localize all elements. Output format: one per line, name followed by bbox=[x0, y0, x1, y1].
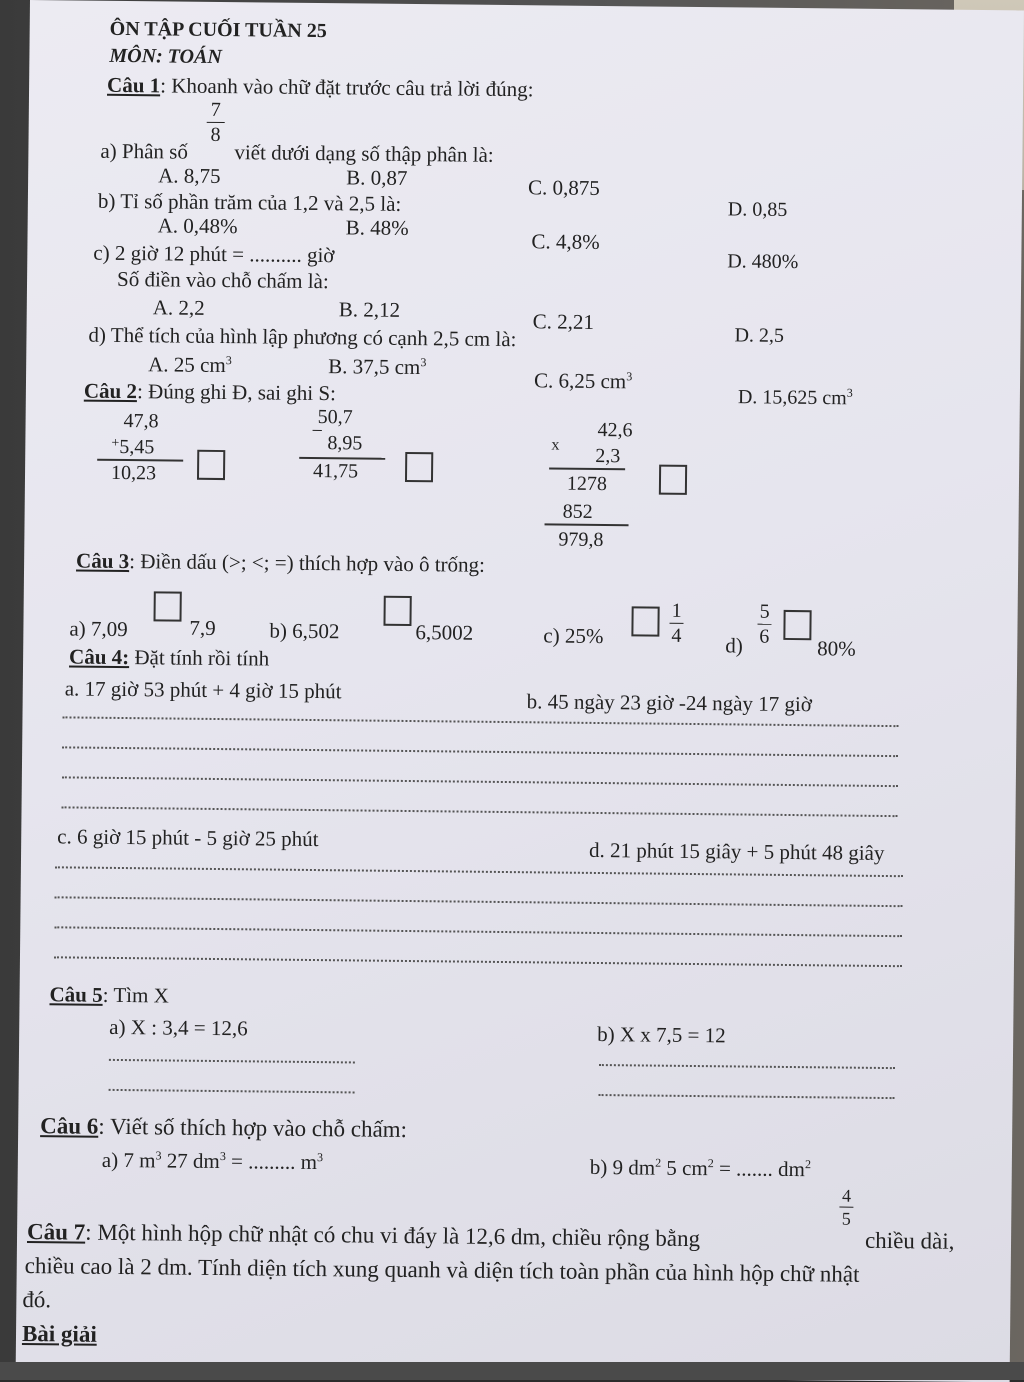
solution-heading: Bài giải bbox=[21, 1320, 97, 1347]
q1c-sub: Số điền vào chỗ chấm là: bbox=[116, 266, 329, 294]
q4-prompt: Đặt tính rồi tính bbox=[134, 645, 270, 671]
mul-answer-box[interactable] bbox=[659, 465, 687, 495]
q1d-opt-c-text: C. 6,25 cm bbox=[533, 368, 627, 394]
q1d-text: d) Thể tích của hình lập phương có cạnh 2,5 cm là: bbox=[88, 322, 517, 352]
q1a-opt-a: A. 8,75 bbox=[158, 163, 221, 189]
q5-label: Câu 5 bbox=[49, 982, 103, 1007]
q3d-label: d) bbox=[725, 633, 743, 658]
q3d-den: 6 bbox=[759, 625, 770, 648]
q3a-right: 7,9 bbox=[189, 615, 216, 640]
q4-answer-line-1[interactable] bbox=[62, 716, 898, 727]
q7-fraction bbox=[839, 1187, 853, 1228]
mul-partial-2: 852 bbox=[562, 500, 593, 523]
add-bottom: 5,45 bbox=[119, 435, 155, 459]
q1a-pre: a) Phân số bbox=[100, 138, 189, 164]
q1b-opt-b: B. 48% bbox=[345, 215, 409, 240]
q3c-fraction bbox=[669, 601, 683, 646]
q5-heading bbox=[49, 984, 168, 1006]
q4-answer-line-8[interactable] bbox=[54, 956, 902, 967]
q3c-den: 4 bbox=[671, 624, 682, 647]
q1d-opt-c bbox=[534, 369, 632, 392]
q4-answer-line-7[interactable] bbox=[54, 926, 902, 937]
q1a-post: viết dưới dạng số thập phân là: bbox=[234, 140, 494, 167]
q3a-label: a) bbox=[69, 616, 86, 641]
q1c-opt-c: C. 2,21 bbox=[532, 309, 595, 334]
q7-label: Câu 7 bbox=[26, 1219, 86, 1245]
q3d-fraction bbox=[757, 602, 771, 647]
mul-line-2 bbox=[545, 523, 629, 526]
q1a-opt-d: D. 0,85 bbox=[727, 198, 788, 221]
q3c-num: 1 bbox=[671, 599, 682, 622]
add-result: 10,23 bbox=[110, 461, 157, 485]
q1a-opt-c: C. 0,875 bbox=[527, 175, 600, 200]
sub-bottom: 8,95 bbox=[327, 432, 363, 455]
sub-top: 50,7 bbox=[317, 406, 353, 429]
q5a-answer-line-2[interactable] bbox=[109, 1089, 355, 1094]
mul-partial-1: 1278 bbox=[566, 472, 608, 496]
q5a: a) X : 3,4 = 12,6 bbox=[109, 1014, 248, 1041]
q3-heading bbox=[76, 548, 486, 577]
q4-answer-line-6[interactable] bbox=[55, 896, 903, 907]
q4-answer-line-2[interactable] bbox=[62, 746, 898, 757]
q5b: b) X x 7,5 = 12 bbox=[597, 1021, 726, 1048]
q4a: a. 17 giờ 53 phút + 4 giờ 15 phút bbox=[64, 676, 342, 704]
q5-prompt: : Tìm X bbox=[102, 982, 169, 1008]
q6b-part-1: b) 9 dm bbox=[589, 1154, 656, 1180]
q4-answer-line-4[interactable] bbox=[62, 806, 898, 817]
q4-answer-line-3[interactable] bbox=[62, 776, 898, 787]
q7-line-2: chiều cao là 2 dm. Tính diện tích xung quanh và diện tích toàn phần của hình hộp chữ nhật bbox=[24, 1253, 860, 1287]
q1b-text: b) Tỉ số phần trăm của 1,2 và 2,5 là: bbox=[97, 188, 402, 216]
q3b bbox=[269, 618, 340, 644]
q1c-opt-b: B. 2,12 bbox=[338, 297, 401, 322]
q1d-opt-a bbox=[148, 353, 232, 376]
q6-heading bbox=[40, 1114, 407, 1141]
q3a-box[interactable] bbox=[154, 591, 182, 621]
q5a-answer-line-1[interactable] bbox=[109, 1059, 355, 1064]
q1d-opt-c-exp: 3 bbox=[626, 369, 633, 384]
q4-label: Câu 4: bbox=[69, 644, 130, 670]
q1d-opt-d-text: D. 15,625 cm bbox=[737, 386, 847, 410]
q6a: a) 7 $m^3$ 27 $dm^3$ = ......... $m^3$ bbox=[101, 1147, 324, 1175]
sub-answer-box[interactable] bbox=[405, 452, 433, 482]
q1c-text: c) 2 giờ 12 phút = .......... giờ bbox=[93, 240, 335, 268]
q1d-opt-d-exp: 3 bbox=[846, 385, 853, 400]
q1-prompt: : Khoanh vào chữ đặt trước câu trả lời đúng: bbox=[160, 73, 534, 102]
q1-label: Câu 1 bbox=[106, 72, 161, 98]
q3b-label: b) bbox=[269, 618, 288, 643]
q2-heading bbox=[83, 378, 337, 406]
q1a-opt-b: B. 0,87 bbox=[346, 165, 408, 190]
q7-den: 5 bbox=[841, 1208, 851, 1229]
q6a-part-2: 27 dm bbox=[161, 1148, 220, 1174]
q7-line-1 bbox=[27, 1220, 700, 1250]
q3c bbox=[543, 625, 603, 647]
q6a-part-3: = ......... m bbox=[225, 1149, 318, 1175]
q3-label: Câu 3 bbox=[76, 548, 130, 574]
add-answer-box[interactable] bbox=[197, 450, 225, 480]
q3c-left: 25% bbox=[564, 623, 604, 649]
bottom-edge bbox=[0, 1362, 1024, 1380]
q4-answer-line-5[interactable] bbox=[55, 866, 903, 877]
q1b-opt-d: D. 480% bbox=[727, 250, 799, 274]
q3b-right: 6,5002 bbox=[415, 620, 474, 645]
q1d-opt-b-exp: 3 bbox=[420, 355, 427, 370]
q7-line-3: đó. bbox=[22, 1286, 52, 1313]
q1a-num: 7 bbox=[210, 98, 221, 122]
sub-sign: − bbox=[311, 419, 323, 443]
q4c: c. 6 giờ 15 phút - 5 giờ 25 phút bbox=[57, 824, 319, 852]
q1c-opt-d: D. 2,5 bbox=[734, 324, 785, 347]
q1d-opt-a-text: A. 25 cm bbox=[148, 352, 226, 378]
worksheet-title: ÔN TẬP CUỐI TUẦN 25 bbox=[109, 17, 327, 43]
mul-result: 979,8 bbox=[558, 528, 604, 552]
q3c-label: c) bbox=[543, 623, 560, 648]
q2-label: Câu 2 bbox=[83, 378, 138, 404]
q3d-box[interactable] bbox=[783, 610, 811, 640]
add-top: 47,8 bbox=[123, 410, 159, 433]
q1b-opt-c: C. 4,8% bbox=[531, 229, 600, 254]
add-sign: + bbox=[111, 435, 120, 451]
q5b-answer-line-2[interactable] bbox=[599, 1094, 895, 1099]
q6-prompt: : Viết số thích hợp vào chỗ chấm: bbox=[98, 1113, 408, 1143]
q7-num: 4 bbox=[841, 1185, 852, 1206]
q4b: b. 45 ngày 23 giờ -24 ngày 17 giờ bbox=[526, 689, 813, 717]
sub-result: 41,75 bbox=[312, 459, 359, 483]
q4-heading bbox=[69, 646, 269, 669]
q1-heading bbox=[106, 72, 534, 102]
q7-text-1b: chiều dài, bbox=[864, 1227, 955, 1254]
q3c-box[interactable] bbox=[631, 606, 659, 636]
q1a-fraction bbox=[206, 100, 224, 145]
q3b-box[interactable] bbox=[383, 596, 411, 626]
q1d-opt-a-exp: 3 bbox=[225, 353, 232, 368]
q6b: b) 9 $dm^2$ 5 $cm^2$ = ....... $dm^2$ bbox=[589, 1154, 812, 1182]
worksheet-page bbox=[16, 0, 1024, 1382]
q1d-opt-d bbox=[738, 385, 853, 408]
q3-prompt: : Điền dấu (>; <; =) thích hợp vào ô trống: bbox=[129, 549, 486, 577]
q2-prompt: : Đúng ghi Đ, sai ghi S: bbox=[136, 379, 337, 406]
q6-label: Câu 6 bbox=[40, 1113, 99, 1139]
q1b-opt-a: A. 0,48% bbox=[157, 213, 238, 239]
q3b-left: 6,502 bbox=[292, 618, 340, 644]
q6b-part-2: 5 cm bbox=[661, 1155, 708, 1181]
mul-line-1 bbox=[549, 467, 625, 470]
subject-label: MÔN: TOÁN bbox=[109, 44, 222, 69]
q3d-num: 5 bbox=[759, 600, 770, 623]
q1d-opt-b-text: B. 37,5 cm bbox=[328, 354, 421, 380]
q1d-opt-b bbox=[328, 355, 426, 378]
q4d: d. 21 phút 15 giây + 5 phút 48 giây bbox=[589, 837, 885, 865]
q1c-opt-a: A. 2,2 bbox=[152, 295, 205, 320]
q7-text-1: : Một hình hộp chữ nhật có chu vi đáy là 12,6 dm, chiều rộng bằng bbox=[85, 1219, 701, 1252]
mul-sign: x bbox=[551, 436, 560, 454]
q6b-part-3: = ....... dm bbox=[713, 1156, 806, 1182]
q3d-right: 80% bbox=[817, 636, 856, 661]
q1a-den: 8 bbox=[210, 123, 221, 147]
q6a-part-1: a) 7 m bbox=[101, 1147, 156, 1173]
mul-top: 42,6 bbox=[597, 418, 633, 442]
q3a-left: 7,09 bbox=[90, 616, 128, 642]
q5b-answer-line-1[interactable] bbox=[599, 1064, 895, 1069]
mul-bottom: 2,3 bbox=[595, 444, 621, 468]
q3a bbox=[69, 618, 128, 640]
